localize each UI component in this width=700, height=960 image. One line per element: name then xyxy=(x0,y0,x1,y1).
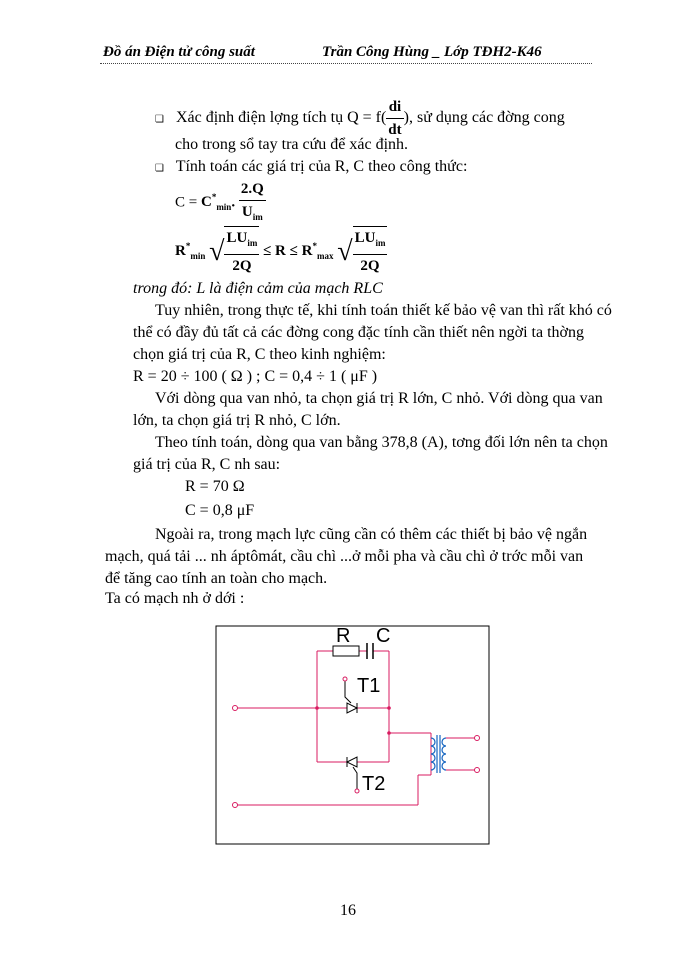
p1-line3: chọn giá trị của R, C theo kinh nghiệm: xyxy=(133,346,386,363)
r-max-sub: max xyxy=(316,250,334,261)
resistor-r xyxy=(333,646,359,656)
r-den: 2Q xyxy=(360,258,380,274)
r-min-sub: min xyxy=(190,250,206,261)
circuit-frame xyxy=(216,626,489,844)
r-max-sup: * xyxy=(312,240,317,251)
header-rule xyxy=(100,63,592,64)
r-num-sub: im xyxy=(247,238,258,248)
label-r: R xyxy=(336,625,351,647)
c-den: U xyxy=(241,204,253,220)
c-min xyxy=(200,192,232,213)
p4-line1: Ngoài ra, trong mạch lực cũng cần có thêm các thiết bị bảo vệ ngắn xyxy=(155,526,588,543)
bullet-1-cont: cho trong sổ tay tra cứu để xác định. xyxy=(175,136,409,153)
header-right: Trần Công Hùng _ Lớp TĐH2-K46 xyxy=(322,44,542,60)
p4-line3: để tăng cao tính an toàn cho mạch. xyxy=(105,570,328,587)
r-min: R xyxy=(175,242,186,259)
r-fraction-1 xyxy=(224,226,259,277)
bullet-marker: ❏ xyxy=(155,163,164,174)
r-num: LU xyxy=(226,230,248,246)
bullet-2 xyxy=(155,156,467,180)
c-sup: * xyxy=(211,192,217,203)
circuit-diagram xyxy=(215,625,490,845)
label-c: C xyxy=(376,625,391,647)
note-text: trong đó: L là điện cảm của mạch RLC xyxy=(133,280,383,297)
c-dot: . xyxy=(231,194,236,211)
p2-line1: Với dòng qua van nhỏ, ta chọn giá trị R lớn, C nhỏ. Với dòng qua van xyxy=(155,390,603,407)
bullet-1-post: ), sử dụng các đờng cong xyxy=(403,109,565,127)
formula-c-lhs: C = xyxy=(175,194,198,211)
r-fraction-2 xyxy=(353,226,388,277)
p4-line2: mạch, quá tải ... nh áptômát, cầu chì ...ở mỗi pha và cầu chì ở trớc mỗi van xyxy=(105,548,584,565)
label-t1: T1 xyxy=(357,675,381,697)
page-number: 16 xyxy=(340,902,356,919)
frac-den: dt xyxy=(388,122,402,138)
bullet-1-pre: Xác định điện lợng tích tụ Q = f( xyxy=(175,109,387,127)
r-num-sub: im xyxy=(375,238,386,248)
frac-num: di xyxy=(386,96,403,119)
c-value: C = 0,8 μF xyxy=(185,502,255,519)
p3-line2: giá trị của R, C nh sau: xyxy=(133,456,281,473)
formula-c xyxy=(175,178,266,228)
r-ineq: ≤ R ≤ R xyxy=(263,242,313,259)
c-fraction xyxy=(239,178,266,228)
sqrt-symbol: √ xyxy=(337,235,353,267)
c-den-sub: im xyxy=(252,212,263,222)
c-symbol: C xyxy=(200,194,212,211)
label-t2: T2 xyxy=(362,773,386,795)
p3-line1: Theo tính toán, dòng qua van bằng 378,8 (A), tơng đối lớn nên ta chọn xyxy=(155,434,608,451)
r-den: 2Q xyxy=(232,258,252,274)
bullet-2-text: Tính toán các giá trị của R, C theo công thức: xyxy=(175,158,468,175)
p1-line4: R = 20 ÷ 100 ( Ω ) ; C = 0,4 ÷ 1 ( μF ) xyxy=(133,368,378,385)
p1-line1: Tuy nhiên, trong thực tế, khi tính toán thiết kế bảo vệ van thì rất khó có xyxy=(155,302,612,319)
c-sub: min xyxy=(216,202,232,213)
bullet-marker: ❏ xyxy=(155,114,164,126)
header-left: Đồ án Điện tử công suất xyxy=(103,44,255,60)
p2-line2: lớn, ta chọn giá trị R nhỏ, C lớn. xyxy=(133,412,341,429)
formula-r xyxy=(175,226,387,277)
p5-text: Ta có mạch nh ở dới : xyxy=(105,590,245,607)
r-min-sup: * xyxy=(185,240,191,251)
sqrt-symbol: √ xyxy=(209,235,225,267)
p1-line2: thể có đầy đủ tất cả các đờng cong đặc tính cần thiết nên ngời ta thờng xyxy=(133,324,585,341)
r-num: LU xyxy=(354,230,376,246)
r-value: R = 70 Ω xyxy=(185,478,245,495)
c-num: 2.Q xyxy=(239,178,266,201)
